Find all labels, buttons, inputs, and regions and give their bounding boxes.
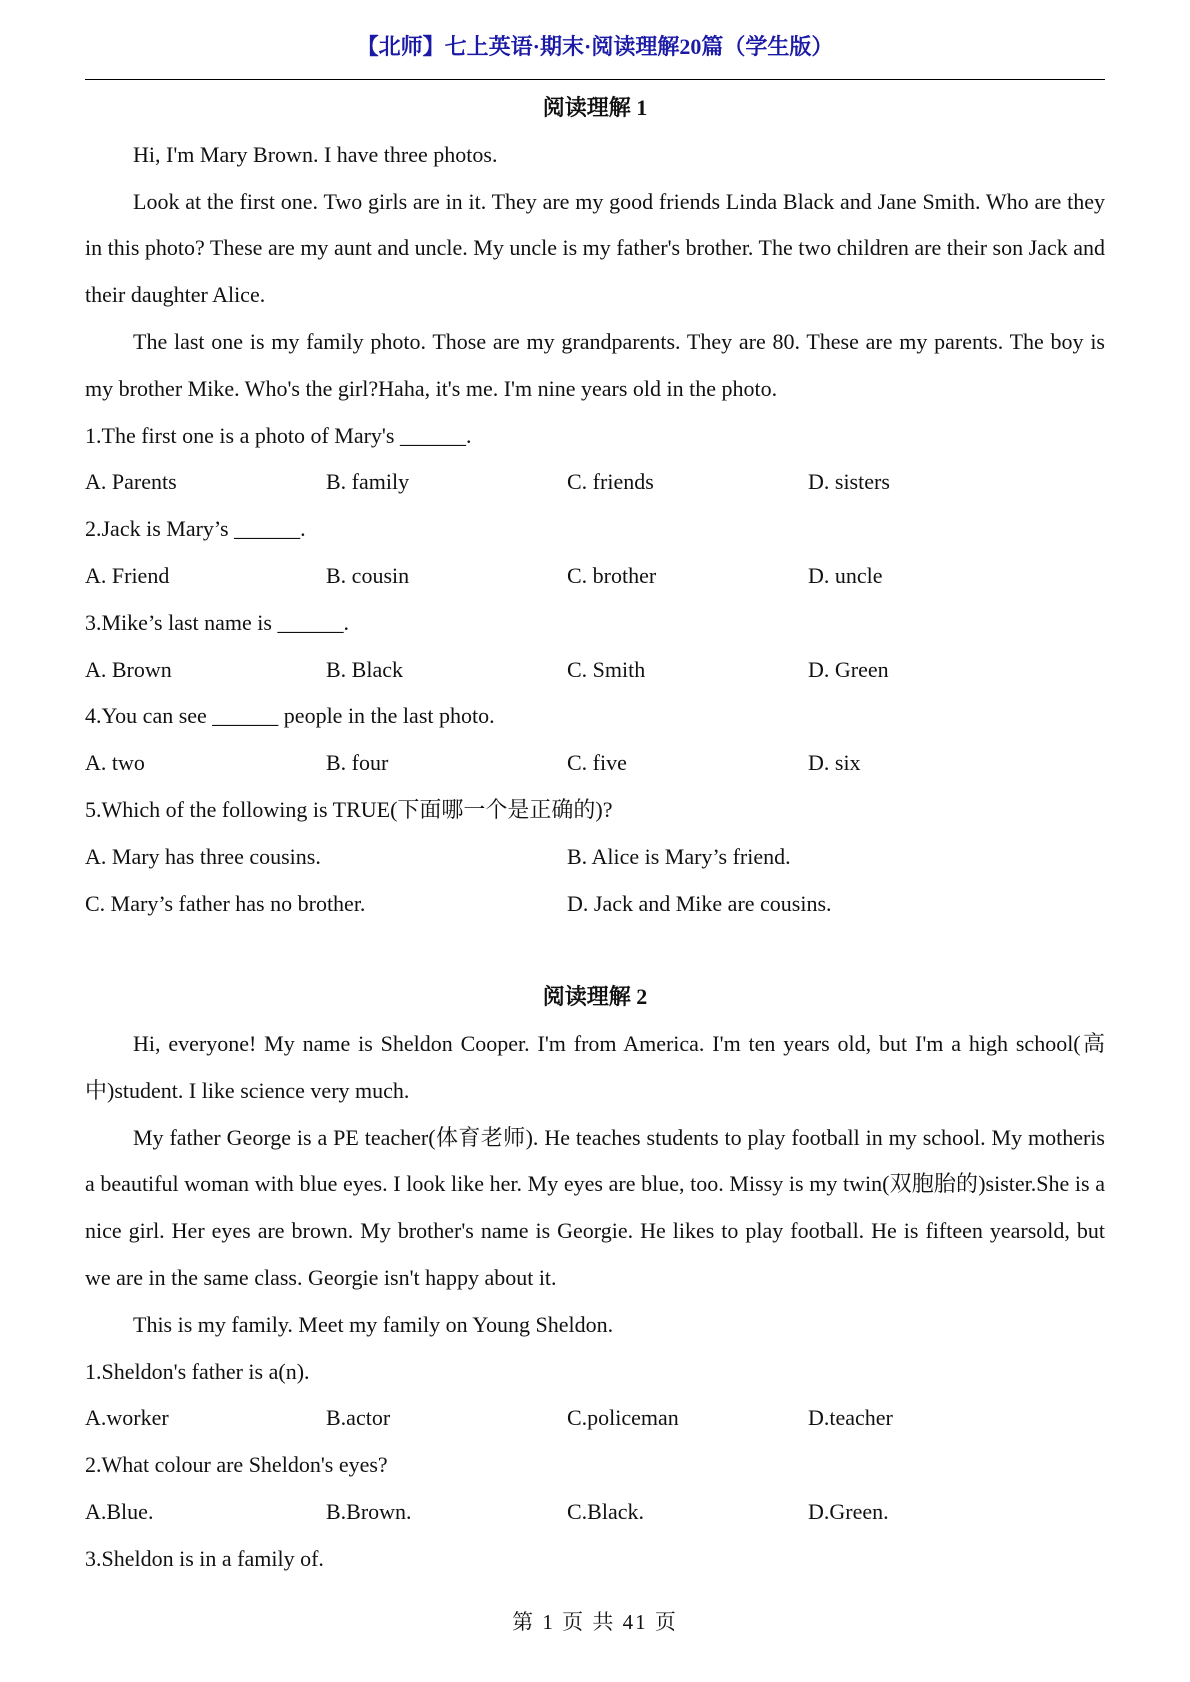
answer-option[interactable]: A.worker <box>85 1405 169 1431</box>
answer-option[interactable]: D. sisters <box>808 469 890 495</box>
answer-options <box>85 647 1105 694</box>
section-spacer <box>85 927 1105 974</box>
answer-option[interactable]: C. Smith <box>567 656 646 682</box>
reading-section <box>85 85 1105 927</box>
answer-option[interactable]: B. cousin <box>326 562 410 588</box>
section-title: 阅读理解 1 <box>542 95 648 120</box>
passage-paragraph: Hi, I'm Mary Brown. I have three photos. <box>133 141 498 167</box>
answer-option[interactable]: A. Parents <box>85 469 177 495</box>
answer-option[interactable]: A.Blue. <box>85 1498 154 1524</box>
answer-option[interactable]: B.Brown. <box>326 1498 412 1524</box>
page-footer: 第 1 页 共 41 页 <box>512 1610 678 1634</box>
answer-option[interactable]: B. Black <box>326 656 403 682</box>
answer-options <box>85 834 1105 881</box>
answer-option[interactable]: B.actor <box>326 1405 391 1431</box>
answer-option[interactable]: C. five <box>567 750 627 776</box>
question-text: 4.You can see ______ people in the last photo. <box>85 703 495 729</box>
answer-option[interactable]: D. uncle <box>808 562 883 588</box>
document-header: 【北师】七上英语·期末·阅读理解20篇（学生版） <box>356 34 834 59</box>
question-text: 2.What colour are Sheldon's eyes? <box>85 1452 388 1478</box>
answer-option[interactable]: C.Black. <box>567 1498 644 1524</box>
answer-options <box>85 459 1105 506</box>
document-body <box>85 85 1105 1583</box>
answer-option[interactable]: C. Mary’s father has no brother. <box>85 890 366 916</box>
question-text: 1.Sheldon's father is a(n). <box>85 1358 310 1384</box>
question-text: 3.Sheldon is in a family of. <box>85 1545 324 1571</box>
answer-option[interactable]: D. Green <box>808 656 889 682</box>
section-title: 阅读理解 2 <box>542 984 648 1010</box>
question-text: 1.The first one is a photo of Mary's ______. <box>85 422 472 448</box>
answer-option[interactable]: C. friends <box>567 469 654 495</box>
answer-option[interactable]: D.Green. <box>808 1498 889 1524</box>
answer-option[interactable]: B. Alice is Mary’s friend. <box>567 843 791 869</box>
passage-paragraph: My father George is a PE teacher(体育老师). He teaches students to play football in my school. My motheris a beautiful woman with blue eyes. I look like her. My eyes are blue, too. Missy is my twin(双胞胎的)sister.She is a nice girl. Her eyes are brown. My brother's name is Georgie. He likes to play football. He is fifteen yearsold, but we are in the same class. Georgie isn't happy about it. <box>85 1124 1105 1290</box>
answer-option[interactable]: A. two <box>85 750 145 776</box>
passage-paragraph: This is my family. Meet my family on Young Sheldon. <box>133 1311 614 1337</box>
passage-paragraph: The last one is my family photo. Those are my grandparents. They are 80. These are my parents. The boy is my brother Mike. Who's the girl?Haha, it's me. I'm nine years old in the photo. <box>85 328 1105 401</box>
answer-option[interactable]: B. four <box>326 750 389 776</box>
answer-options <box>85 1489 1105 1536</box>
answer-option[interactable]: C. brother <box>567 562 657 588</box>
answer-option[interactable]: C.policeman <box>567 1405 679 1431</box>
answer-option[interactable]: A. Friend <box>85 562 170 588</box>
question-text: 2.Jack is Mary’s ______. <box>85 516 306 542</box>
passage-paragraph: Look at the first one. Two girls are in it. They are my good friends Linda Black and Jane Smith. Who are they in this photo? These are my aunt and uncle. My uncle is my father's brother. The two children are their son Jack and their daughter Alice. <box>85 188 1105 308</box>
answer-option[interactable]: A. Brown <box>85 656 172 682</box>
answer-option[interactable]: D. six <box>808 750 861 776</box>
answer-options <box>85 1395 1105 1442</box>
passage-paragraph: Hi, everyone! My name is Sheldon Cooper. I'm from America. I'm ten years old, but I'm a high school(高中)student. I like science very much. <box>85 1030 1105 1103</box>
question-text: 3.Mike’s last name is ______. <box>85 609 349 635</box>
header-divider <box>85 79 1105 80</box>
answer-option[interactable]: A. Mary has three cousins. <box>85 843 321 869</box>
answer-option[interactable]: D.teacher <box>808 1405 893 1431</box>
answer-options <box>85 740 1105 787</box>
reading-section <box>85 974 1105 1582</box>
answer-option[interactable]: B. family <box>326 469 410 495</box>
answer-option[interactable]: D. Jack and Mike are cousins. <box>567 890 832 916</box>
question-text: 5.Which of the following is TRUE(下面哪一个是正确的)? <box>85 796 613 822</box>
answer-options <box>85 553 1105 600</box>
answer-options <box>85 881 1105 928</box>
